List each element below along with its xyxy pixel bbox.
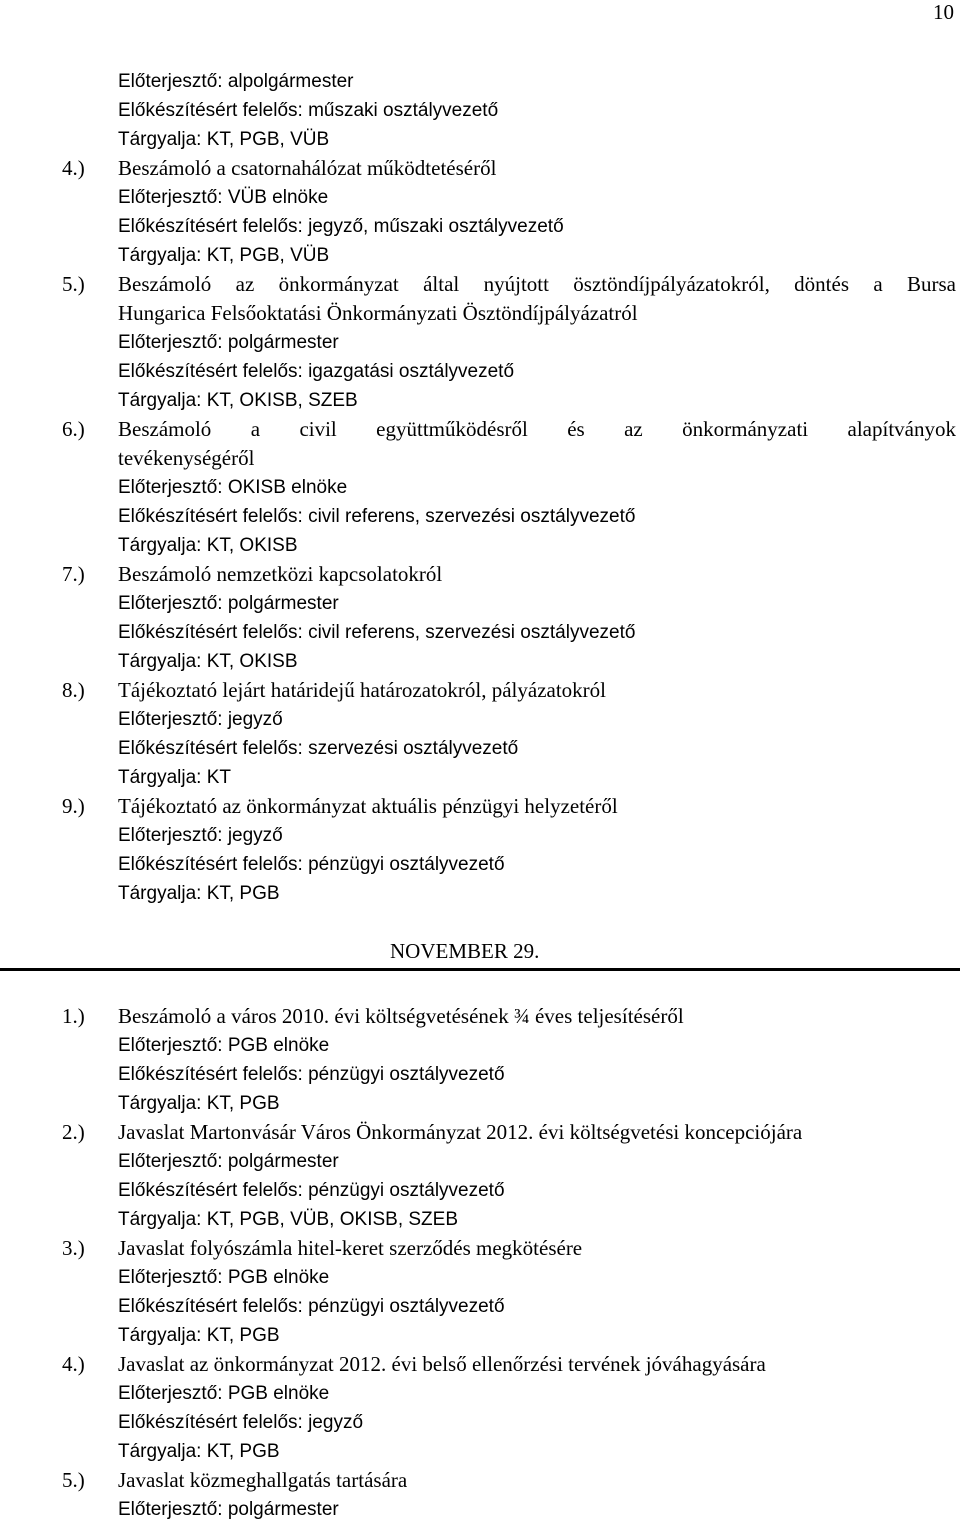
presenter-line: Előterjesztő: jegyző bbox=[118, 709, 283, 730]
discussed-by-line: Tárgyalja: KT, PGB, VÜB, OKISB, SZEB bbox=[118, 1209, 458, 1230]
presenter-line: Előterjesztő: OKISB elnöke bbox=[118, 477, 348, 498]
item-number: 3.) bbox=[62, 1236, 85, 1260]
responsible-line: Előkészítésért felelős: civil referens, szervezési osztályvezető bbox=[118, 622, 636, 643]
responsible-line: Előkészítésért felelős: pénzügyi osztályvezető bbox=[118, 1296, 505, 1317]
item-title: Beszámoló nemzetközi kapcsolatokról bbox=[118, 562, 443, 586]
item-title-continued: Hungarica Felsőoktatási Önkormányzati Ösztöndíjpályázatról bbox=[118, 301, 638, 325]
discussed-by-line: Tárgyalja: KT, PGB, VÜB bbox=[118, 245, 330, 266]
page-number: 10 bbox=[933, 0, 954, 24]
discussed-by-line: Tárgyalja: KT, OKISB, SZEB bbox=[118, 390, 358, 411]
presenter-line: Előterjesztő: PGB elnöke bbox=[118, 1383, 330, 1404]
item-title: Javaslat Martonvásár Város Önkormányzat 2012. évi költségvetési koncepciójára bbox=[118, 1120, 803, 1144]
section-heading: NOVEMBER 29. bbox=[390, 939, 540, 963]
discussed-by-line: Tárgyalja: KT, PGB, VÜB bbox=[118, 129, 330, 150]
item-title: Beszámoló a civil együttműködésről és az önkormányzati alapítványok bbox=[118, 417, 956, 441]
discussed-by-line: Tárgyalja: KT, PGB bbox=[118, 1441, 280, 1462]
item-title: Javaslat közmeghallgatás tartására bbox=[118, 1468, 408, 1492]
responsible-line: Előkészítésért felelős: pénzügyi osztályvezető bbox=[118, 1180, 505, 1201]
item-number: 4.) bbox=[62, 1352, 85, 1376]
section-divider bbox=[0, 968, 960, 971]
presenter-line: Előterjesztő: alpolgármester bbox=[118, 71, 354, 92]
item-title: Beszámoló az önkormányzat által nyújtott ösztöndíjpályázatokról, döntés a Bursa bbox=[118, 272, 956, 296]
item-number: 9.) bbox=[62, 794, 85, 818]
discussed-by-line: Tárgyalja: KT, PGB bbox=[118, 1325, 280, 1346]
presenter-line: Előterjesztő: PGB elnöke bbox=[118, 1267, 330, 1288]
item-number: 7.) bbox=[62, 562, 85, 586]
item-number: 4.) bbox=[62, 156, 85, 180]
presenter-line: Előterjesztő: polgármester bbox=[118, 593, 339, 614]
responsible-line: Előkészítésért felelős: műszaki osztályvezető bbox=[118, 100, 499, 121]
presenter-line: Előterjesztő: polgármester bbox=[118, 1499, 339, 1520]
discussed-by-line: Tárgyalja: KT bbox=[118, 767, 231, 788]
responsible-line: Előkészítésért felelős: jegyző, műszaki osztályvezető bbox=[118, 216, 564, 237]
presenter-line: Előterjesztő: PGB elnöke bbox=[118, 1035, 330, 1056]
responsible-line: Előkészítésért felelős: szervezési osztályvezető bbox=[118, 738, 519, 759]
item-number: 6.) bbox=[62, 417, 85, 441]
item-number: 1.) bbox=[62, 1004, 85, 1028]
item-title: Beszámoló a csatornahálózat működtetéséről bbox=[118, 156, 497, 180]
item-number: 5.) bbox=[62, 1468, 85, 1492]
item-number: 8.) bbox=[62, 678, 85, 702]
responsible-line: Előkészítésért felelős: pénzügyi osztályvezető bbox=[118, 1064, 505, 1085]
discussed-by-line: Tárgyalja: KT, PGB bbox=[118, 883, 280, 904]
responsible-line: Előkészítésért felelős: igazgatási osztályvezető bbox=[118, 361, 515, 382]
discussed-by-line: Tárgyalja: KT, OKISB bbox=[118, 651, 298, 672]
item-title: Javaslat folyószámla hitel-keret szerződés megkötésére bbox=[118, 1236, 583, 1260]
responsible-line: Előkészítésért felelős: jegyző bbox=[118, 1412, 364, 1433]
item-title-continued: tevékenységéről bbox=[118, 446, 255, 470]
item-number: 5.) bbox=[62, 272, 85, 296]
responsible-line: Előkészítésért felelős: civil referens, szervezési osztályvezető bbox=[118, 506, 636, 527]
presenter-line: Előterjesztő: polgármester bbox=[118, 332, 339, 353]
item-number: 2.) bbox=[62, 1120, 85, 1144]
responsible-line: Előkészítésért felelős: pénzügyi osztályvezető bbox=[118, 854, 505, 875]
item-title: Tájékoztató lejárt határidejű határozatokról, pályázatokról bbox=[118, 678, 607, 702]
discussed-by-line: Tárgyalja: KT, PGB bbox=[118, 1093, 280, 1114]
discussed-by-line: Tárgyalja: KT, OKISB bbox=[118, 535, 298, 556]
item-title: Javaslat az önkormányzat 2012. évi belső ellenőrzési tervének jóváhagyására bbox=[118, 1352, 766, 1376]
presenter-line: Előterjesztő: VÜB elnöke bbox=[118, 187, 329, 208]
presenter-line: Előterjesztő: polgármester bbox=[118, 1151, 339, 1172]
item-title: Tájékoztató az önkormányzat aktuális pénzügyi helyzetéről bbox=[118, 794, 618, 818]
item-title: Beszámoló a város 2010. évi költségvetésének ¾ éves teljesítéséről bbox=[118, 1004, 684, 1028]
presenter-line: Előterjesztő: jegyző bbox=[118, 825, 283, 846]
